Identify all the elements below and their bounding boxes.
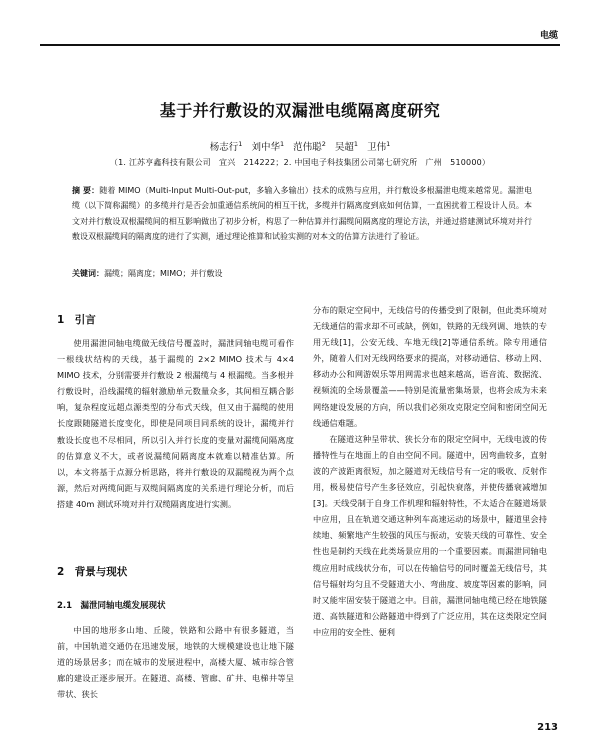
keywords-label: 关键词： (72, 269, 104, 278)
abstract-label: 摘 要： (72, 186, 100, 195)
left-column-intro (57, 335, 294, 512)
author-name: 卫伟 (367, 142, 387, 153)
author-name: 杨志行 (209, 142, 239, 153)
author-list (0, 139, 600, 153)
section-heading-background: 2 背景与现状 (57, 566, 128, 578)
author-mark: 1 (386, 139, 391, 148)
right-column (313, 302, 547, 640)
author-mark: 1 (279, 139, 285, 148)
left-column-background (57, 622, 294, 702)
right-paragraph-1: 分布的限定空间中，无线信号的传播受到了限制，但此类环境对无线通信的需求却不可或缺，例如，铁路的无线列调、地铁的专用无线[1]，公安无线、车地无线[2]等通信系统。除专用通信外，随着人们对无线网络要求的提高，对移动通信、移动上网、移动办公和网游娱乐等用网需求也越来越高，语音流、数据流、视频流的全场景覆盖——特别是流量密集场景，也将会成为未来网络建设发展的方向，所以我们必须攻克限定空间和密闭空间无线通信难题。 (313, 305, 547, 428)
paper-title: 基于并行敷设的双漏泄电缆隔离度研究 (159, 101, 441, 120)
keywords-text: 漏缆；隔离度；MIMO；并行敷设 (104, 269, 223, 278)
running-head: 电缆 (539, 31, 558, 41)
affiliation: （1. 江苏亨鑫科技有限公司 宜兴 214222；2. 中国电子科技集团公司第七研究所 广州 510000） (109, 158, 491, 167)
background-paragraph: 中国的地形多山地、丘陵，铁路和公路中有很多隧道，当前，中国轨道交通仍在迅速发展，地铁的大规模建设也让地下隧道的场景居多；而在城市的发展进程中，高楼大厦、城市综合管廊的建设正逐步展开。在隧道、高楼、管廊、矿井、电梯井等呈带状、狭长 (57, 625, 294, 700)
header-rule (40, 44, 560, 46)
page-number: 213 (537, 722, 558, 733)
keywords (72, 268, 532, 279)
author-name: 范伟聪 (293, 142, 322, 153)
intro-paragraph: 使用漏泄同轴电缆做无线信号覆盖时，漏泄同轴电缆可看作一根线状结构的天线，基于漏缆的 2×2 MIMO 技术与 4×4 MIMO 技术，分别需要并行敷设 2 根漏缆与 4 根漏缆。当多根并行敷设时，沿线漏缆的辐射激励单元数量众多，其间相互耦合影响，复杂程度远超点源类型的分布式天线，但又由于漏缆的使用长度跟随隧道长度变化，即使是同项目同系统的设计，漏缆并行敷设长度也不尽相同，所以引入并行长度的变量对漏缆间隔离度的估算意义不大，或者说漏缆间隔离度本就难以精准估算。所以，本文将基于点源分析思路，将并行敷设的双漏缆视为两个点源，然后对两缆间距与双缆间隔离度的关系进行理论分析，而后搭建 40m 测试环境对并行双缆隔离度进行实测。 (57, 338, 294, 509)
author-name: 吴超 (334, 142, 354, 153)
author-name: 刘中华 (251, 142, 280, 153)
right-paragraph-2: 在隧道这种呈带状、狭长分布的限定空间中，无线电波的传播特性与在地面上的自由空间不同。隧道中，因弯曲较多，直射波的产波距离很短，加之隧道对无线信号有一定的吸收、反射作用，极易使信号产生多径效应，引起快衰落，并使传播衰减增加[3]。天线受制于自身工作机理和辐射特性，不太适合在隧道场景中应用，且在轨道交通这种列车高速运动的场景中，隧道里会持续地、频繁地产生较强的风压与振动，安装天线的可靠性、安全性也是制约天线在此类场景应用的一个重要因素。而漏泄同轴电缆应用时成线状分布，可以在传输信号的同时覆盖无线信号，其信号辐射均匀且不受隧道大小、弯曲度、坡度等因素的影响，同时又能牢固安装于隧道之中。目前，漏泄同轴电缆已经在地铁隧道、高铁隧道和公路隧道中得到了广泛应用，其在这类限定空间中应用的安全性、便利 (313, 433, 547, 637)
author-mark: 1 (353, 139, 359, 148)
author-mark: 2 (321, 139, 326, 148)
abstract (72, 183, 532, 244)
section-heading-introduction: 1 引言 (57, 314, 96, 326)
author-mark: 1 (238, 139, 243, 148)
abstract-text: 随着 MIMO（Multi-Input Multi-Out-put，多输入多输出）技术的成熟与应用，并行敷设多根漏泄电缆来越常见。漏泄电缆（以下简称漏缆）的多缆并行是否会加重通信系统间的相互干扰，多缆并行隔离度到底如何估算，一直困扰着工程设计人员。本文对并行敷设双根漏缆间的相互影响做出了初步分析，构思了一种估算并行漏缆间隔离度的理论方法，并通过搭建测试环境对并行敷设双根漏缆间的隔离度的进行了实测，通过理论推算和试验实测的对本文的估算方法进行了验证。 (72, 186, 532, 241)
subsection-heading-leaky-cable: 2.1 漏泄同轴电缆发展现状 (57, 601, 166, 611)
